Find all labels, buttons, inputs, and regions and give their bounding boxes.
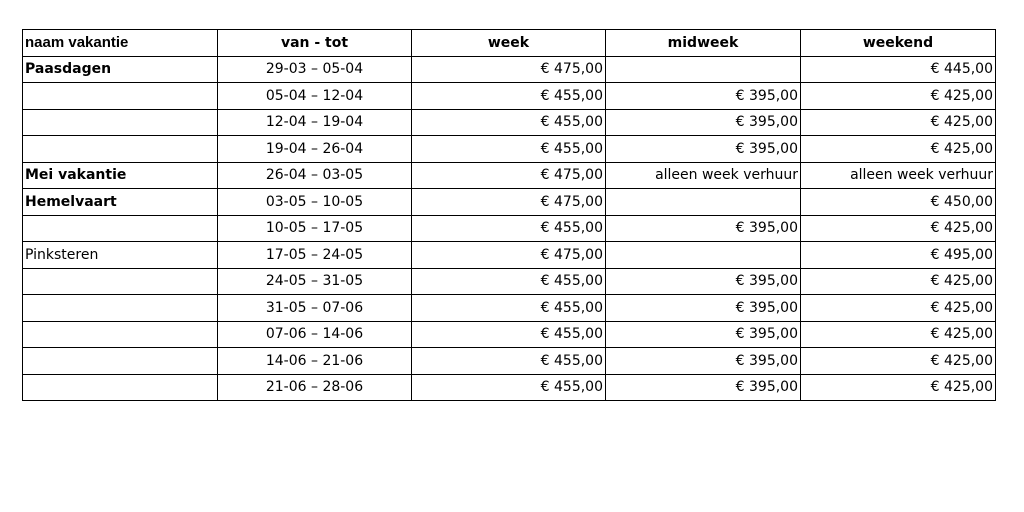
- cell-name: [23, 215, 218, 242]
- header-name: naam vakantie: [23, 30, 218, 57]
- cell-name: Mei vakantie: [23, 162, 218, 189]
- cell-week-price: € 455,00: [412, 136, 606, 163]
- cell-midweek-price: € 395,00: [606, 268, 801, 295]
- cell-name: [23, 295, 218, 322]
- cell-weekend-price: € 425,00: [801, 348, 996, 375]
- table-row: [23, 56, 996, 83]
- table-row: [23, 136, 996, 163]
- cell-midweek-price: [606, 242, 801, 269]
- cell-week-price: € 475,00: [412, 242, 606, 269]
- table-row: [23, 189, 996, 216]
- cell-weekend-price: € 445,00: [801, 56, 996, 83]
- cell-midweek-price: [606, 56, 801, 83]
- cell-midweek-price: € 395,00: [606, 321, 801, 348]
- cell-midweek-price: € 395,00: [606, 136, 801, 163]
- cell-midweek-price: [606, 189, 801, 216]
- cell-dates: 10-05 – 17-05: [218, 215, 412, 242]
- table-row: [23, 295, 996, 322]
- header-dates: van - tot: [218, 30, 412, 57]
- cell-week-price: € 455,00: [412, 268, 606, 295]
- cell-weekend-price: € 425,00: [801, 374, 996, 401]
- cell-midweek-price: alleen week verhuur: [606, 162, 801, 189]
- cell-midweek-price: € 395,00: [606, 295, 801, 322]
- cell-name: [23, 83, 218, 110]
- cell-week-price: € 455,00: [412, 321, 606, 348]
- cell-midweek-price: € 395,00: [606, 109, 801, 136]
- cell-dates: 24-05 – 31-05: [218, 268, 412, 295]
- cell-week-price: € 455,00: [412, 374, 606, 401]
- table-row: [23, 321, 996, 348]
- cell-weekend-price: € 425,00: [801, 295, 996, 322]
- cell-dates: 31-05 – 07-06: [218, 295, 412, 322]
- price-table: [22, 29, 996, 401]
- cell-name: [23, 374, 218, 401]
- cell-dates: 21-06 – 28-06: [218, 374, 412, 401]
- cell-midweek-price: € 395,00: [606, 83, 801, 110]
- table-row: [23, 215, 996, 242]
- header-row: [23, 30, 996, 57]
- cell-weekend-price: € 450,00: [801, 189, 996, 216]
- cell-weekend-price: € 425,00: [801, 136, 996, 163]
- cell-name: [23, 348, 218, 375]
- header-midweek: midweek: [606, 30, 801, 57]
- cell-dates: 07-06 – 14-06: [218, 321, 412, 348]
- cell-name: [23, 268, 218, 295]
- cell-name: [23, 321, 218, 348]
- cell-midweek-price: € 395,00: [606, 374, 801, 401]
- cell-dates: 26-04 – 03-05: [218, 162, 412, 189]
- cell-name: Pinksteren: [23, 242, 218, 269]
- cell-weekend-price: € 495,00: [801, 242, 996, 269]
- table-row: [23, 109, 996, 136]
- table-row: [23, 374, 996, 401]
- cell-week-price: € 475,00: [412, 56, 606, 83]
- cell-dates: 05-04 – 12-04: [218, 83, 412, 110]
- cell-dates: 03-05 – 10-05: [218, 189, 412, 216]
- cell-dates: 19-04 – 26-04: [218, 136, 412, 163]
- cell-week-price: € 475,00: [412, 162, 606, 189]
- cell-weekend-price: € 425,00: [801, 268, 996, 295]
- table-row: [23, 162, 996, 189]
- cell-weekend-price: € 425,00: [801, 321, 996, 348]
- cell-name: [23, 136, 218, 163]
- table-row: [23, 348, 996, 375]
- cell-week-price: € 455,00: [412, 83, 606, 110]
- cell-midweek-price: € 395,00: [606, 348, 801, 375]
- cell-dates: 29-03 – 05-04: [218, 56, 412, 83]
- table-row: [23, 242, 996, 269]
- cell-dates: 17-05 – 24-05: [218, 242, 412, 269]
- cell-dates: 14-06 – 21-06: [218, 348, 412, 375]
- cell-name: [23, 109, 218, 136]
- cell-name: Paasdagen: [23, 56, 218, 83]
- table-row: [23, 268, 996, 295]
- cell-weekend-price: € 425,00: [801, 109, 996, 136]
- cell-weekend-price: € 425,00: [801, 215, 996, 242]
- cell-week-price: € 455,00: [412, 109, 606, 136]
- header-week: week: [412, 30, 606, 57]
- table-body: [23, 56, 996, 401]
- cell-week-price: € 455,00: [412, 295, 606, 322]
- cell-week-price: € 455,00: [412, 215, 606, 242]
- cell-weekend-price: alleen week verhuur: [801, 162, 996, 189]
- cell-midweek-price: € 395,00: [606, 215, 801, 242]
- cell-name: Hemelvaart: [23, 189, 218, 216]
- table-row: [23, 83, 996, 110]
- cell-dates: 12-04 – 19-04: [218, 109, 412, 136]
- cell-week-price: € 475,00: [412, 189, 606, 216]
- cell-week-price: € 455,00: [412, 348, 606, 375]
- cell-weekend-price: € 425,00: [801, 83, 996, 110]
- header-weekend: weekend: [801, 30, 996, 57]
